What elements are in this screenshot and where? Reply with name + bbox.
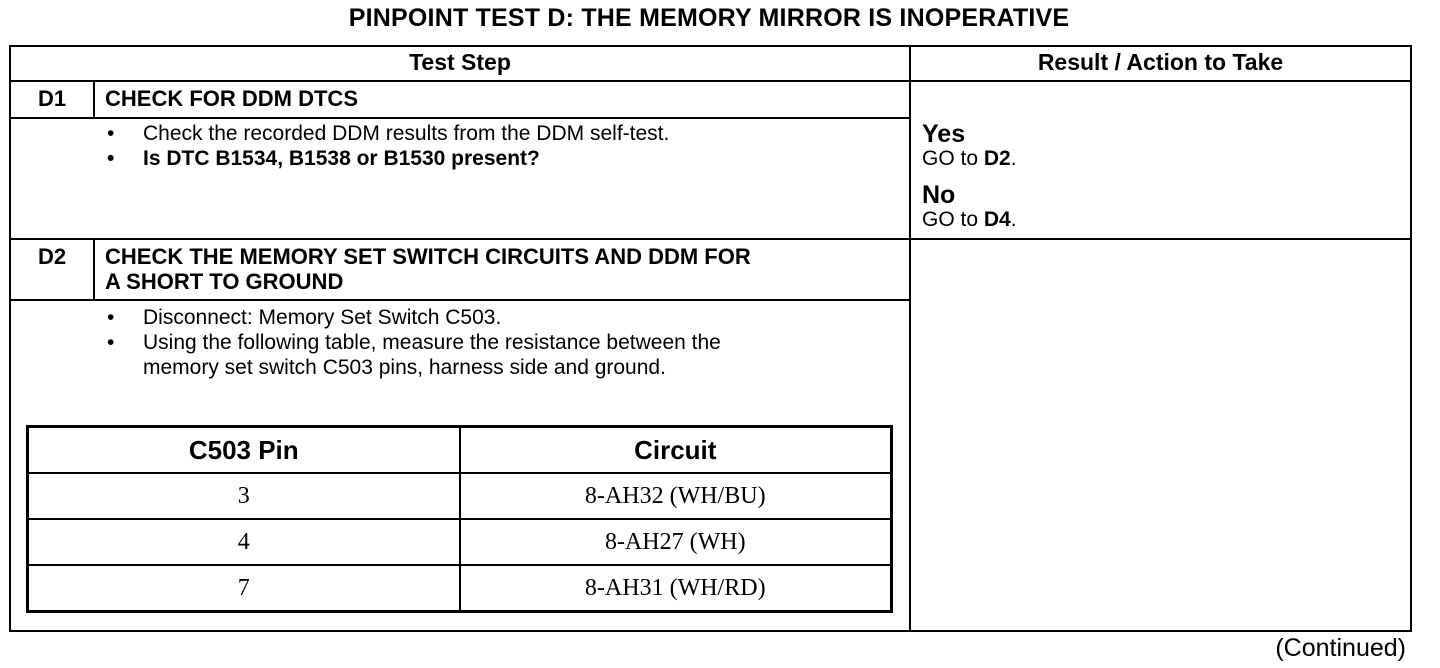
d1-title-divider bbox=[9, 117, 910, 119]
circuit-cell: 8-AH27 (WH) bbox=[460, 519, 892, 565]
instruction-text: Check the recorded DDM results from the DDM self-test. bbox=[143, 122, 670, 145]
instruction-text: memory set switch C503 pins, harness side and ground. bbox=[143, 356, 666, 379]
continued-label: (Continued) bbox=[1275, 634, 1406, 662]
action-suffix: . bbox=[1010, 208, 1017, 231]
result-answer: No bbox=[922, 181, 956, 209]
page-title: PINPOINT TEST D: THE MEMORY MIRROR IS INOPERATIVE bbox=[348, 4, 1070, 32]
result-yes bbox=[922, 121, 1017, 171]
table-header-row bbox=[28, 427, 892, 474]
header-divider bbox=[9, 80, 1412, 82]
column-divider bbox=[909, 45, 911, 632]
pin-cell: 3 bbox=[28, 473, 460, 519]
column-header-circuit: Circuit bbox=[460, 427, 892, 474]
bullet-glyph: • bbox=[107, 122, 115, 145]
step-title-line: CHECK FOR DDM DTCS bbox=[105, 86, 358, 111]
result-action bbox=[922, 208, 1017, 232]
table-row bbox=[28, 473, 892, 519]
instruction-item-question bbox=[105, 146, 895, 171]
bullet-glyph: • bbox=[107, 306, 115, 329]
instruction-text: Disconnect: Memory Set Switch C503. bbox=[143, 306, 502, 329]
step-instructions-d1 bbox=[105, 121, 895, 171]
result-answer: Yes bbox=[922, 120, 966, 148]
step-title-d2 bbox=[105, 244, 751, 294]
step-id-divider-d2 bbox=[93, 239, 95, 300]
step-title-line: A SHORT TO GROUND bbox=[105, 269, 344, 294]
instruction-item bbox=[105, 121, 895, 146]
d2-title-divider bbox=[9, 299, 910, 301]
goto-step-link[interactable]: D4 bbox=[983, 208, 1011, 231]
circuit-cell: 8-AH31 (WH/RD) bbox=[460, 565, 892, 612]
action-prefix: GO to bbox=[922, 147, 984, 170]
header-result-action: Result / Action to Take bbox=[1037, 49, 1284, 75]
pin-cell: 7 bbox=[28, 565, 460, 612]
instruction-text: Using the following table, measure the resistance between the bbox=[143, 331, 721, 354]
circuit-cell: 8-AH32 (WH/BU) bbox=[460, 473, 892, 519]
step-title-line: CHECK THE MEMORY SET SWITCH CIRCUITS AND DDM FOR bbox=[105, 244, 751, 269]
instruction-item-continuation bbox=[105, 355, 895, 380]
step-id-d1: D1 bbox=[37, 86, 67, 111]
header-test-step: Test Step bbox=[409, 49, 511, 75]
result-action bbox=[922, 147, 1017, 171]
bullet-glyph: • bbox=[107, 331, 115, 354]
instruction-text: Is DTC B1534, B1538 or B1530 present? bbox=[143, 147, 540, 170]
step-id-d2: D2 bbox=[37, 244, 67, 269]
column-header-pin: C503 Pin bbox=[28, 427, 460, 474]
pin-cell: 4 bbox=[28, 519, 460, 565]
goto-step-link[interactable]: D2 bbox=[983, 147, 1011, 170]
table-row bbox=[28, 519, 892, 565]
bullet-glyph: • bbox=[107, 147, 115, 170]
step-id-divider-d1 bbox=[93, 81, 95, 118]
action-prefix: GO to bbox=[922, 208, 984, 231]
instruction-item bbox=[105, 330, 895, 355]
pin-circuit-table bbox=[26, 425, 893, 613]
d1-d2-divider bbox=[9, 238, 1412, 240]
step-title-d1 bbox=[105, 86, 358, 111]
action-suffix: . bbox=[1010, 147, 1017, 170]
instruction-item bbox=[105, 305, 895, 330]
result-no bbox=[922, 182, 1017, 232]
table-row bbox=[28, 565, 892, 612]
step-instructions-d2 bbox=[105, 305, 895, 380]
